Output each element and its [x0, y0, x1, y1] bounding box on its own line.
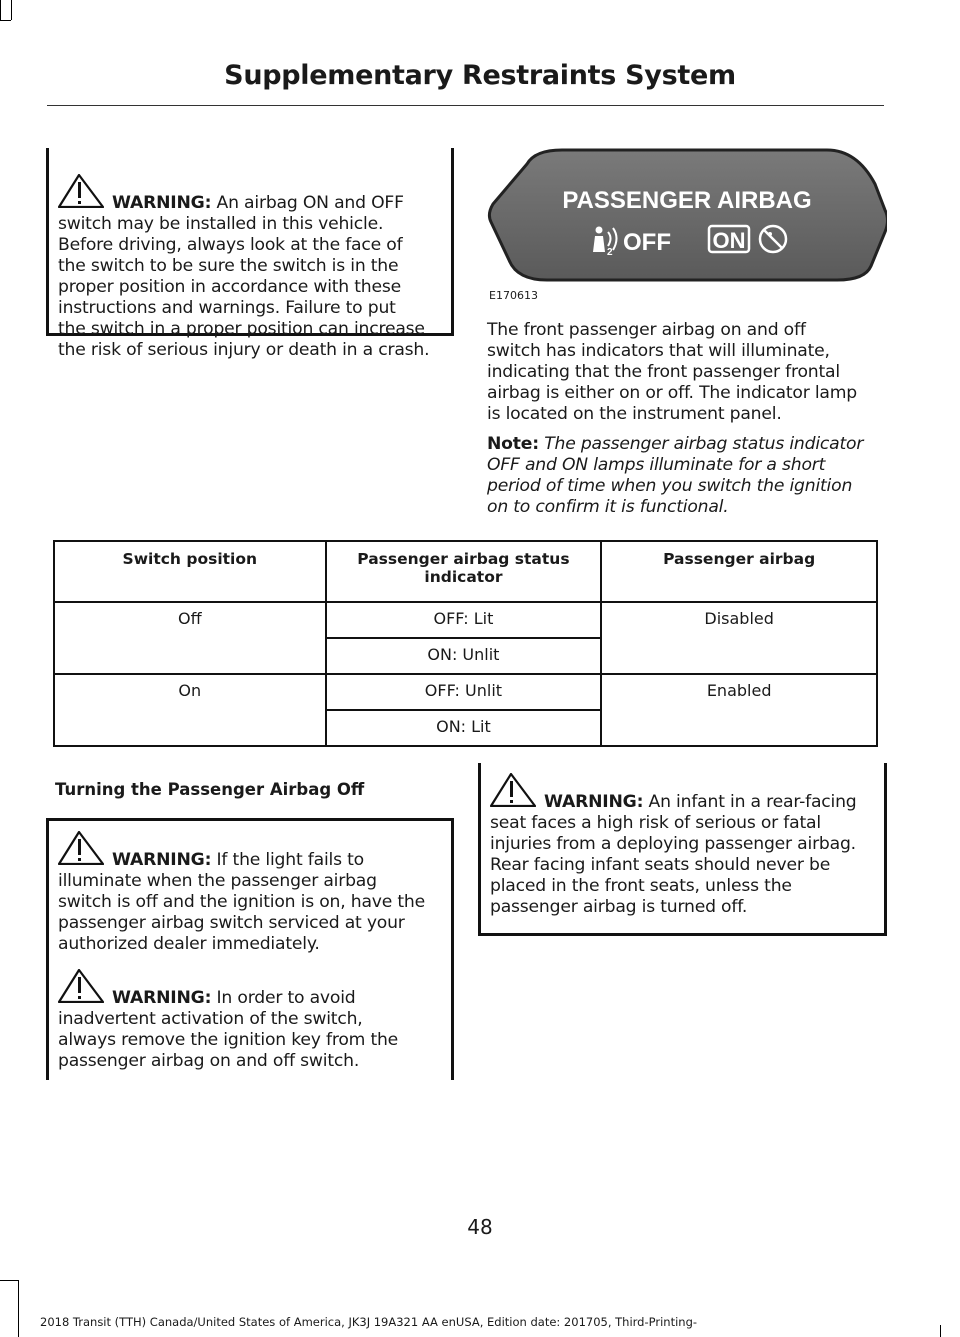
table-header-cell: Switch position: [54, 541, 326, 602]
warning-text: the switch in a proper position can increase: [58, 319, 425, 339]
airbag-status-table: [53, 540, 878, 747]
table-cell: OFF: Unlit: [326, 674, 602, 710]
warning-text: Before driving, always look at the face of: [58, 235, 403, 255]
table-cell: Enabled: [601, 674, 877, 746]
warning-icon: [58, 174, 104, 214]
warning-remove-key: [58, 969, 445, 1072]
warning-text: In order to avoid: [216, 988, 356, 1008]
description-line: airbag is either on or off. The indicator lamp: [487, 383, 857, 403]
crop-mark: [940, 1325, 941, 1337]
table-cell: Disabled: [601, 602, 877, 674]
warning-text: illuminate when the passenger airbag: [58, 871, 377, 891]
warning-text: An infant in a rear-facing: [648, 792, 857, 812]
warning-icon: [58, 831, 104, 871]
crop-mark: [0, 1280, 18, 1281]
warning-box-switch-installed: [46, 148, 454, 360]
note-text: on to confirm it is functional.: [487, 497, 729, 517]
description-line: switch has indicators that will illuminate,: [487, 341, 830, 361]
crop-mark: [0, 0, 1, 20]
warning-text: always remove the ignition key from the: [58, 1030, 399, 1050]
footer-edition-text: 2018 Transit (TTH) Canada/United States of America, JK3J 19A321 AA enUSA, Edition date: 201705, Third-Printing-: [40, 1315, 698, 1329]
table-header-row: [54, 541, 877, 602]
warning-text: injuries from a deploying passenger airbag.: [490, 834, 856, 854]
warning-text: seat faces a high risk of serious or fatal: [490, 813, 821, 833]
crop-mark: [18, 1280, 19, 1337]
table-header-cell: Passenger airbag: [601, 541, 877, 602]
figure-caption: E170613: [489, 289, 538, 302]
description-paragraph: [487, 320, 887, 425]
note-text: period of time when you switch the ignition: [487, 476, 853, 496]
warning-text: An airbag ON and OFF: [216, 193, 404, 213]
table-header-line: Passenger airbag status: [357, 550, 570, 568]
warning-box-left-column: [46, 818, 454, 1080]
warning-text: passenger airbag is turned off.: [490, 897, 748, 917]
warning-label: WARNING:: [112, 850, 212, 870]
warning-text: Rear facing infant seats should never be: [490, 855, 831, 875]
table-cell: OFF: Lit: [326, 602, 602, 638]
warning-text: the risk of serious injury or death in a crash.: [58, 340, 430, 360]
panel-title: PASSENGER AIRBAG: [562, 187, 812, 214]
warning-text: switch is off and the ignition is on, have the: [58, 892, 425, 912]
table-cell: ON: Unlit: [326, 638, 602, 674]
description-line: indicating that the front passenger frontal: [487, 362, 840, 382]
panel-off-label: OFF: [623, 229, 671, 256]
crop-mark: [11, 0, 12, 20]
warning-text: proper position in accordance with these: [58, 277, 402, 297]
warning-text: instructions and warnings. Failure to put: [58, 298, 396, 318]
table-cell: On: [54, 674, 326, 746]
warning-icon: [58, 969, 104, 1009]
page-title: Supplementary Restraints System: [224, 60, 736, 91]
warning-box-rear-facing: [478, 763, 887, 936]
note-label: Note:: [487, 434, 539, 454]
note-paragraph: [487, 434, 887, 518]
page-number: 48: [467, 1215, 493, 1239]
warning-text: inadvertent activation of the switch,: [58, 1009, 363, 1029]
table-header-cell: [326, 541, 602, 602]
warning-text: If the light fails to: [216, 850, 364, 870]
warning-text: placed in the front seats, unless the: [490, 876, 792, 896]
passenger-airbag-panel-figure: [487, 148, 887, 308]
svg-text:2: 2: [607, 247, 613, 258]
table-cell: ON: Lit: [326, 710, 602, 746]
table-cell: Off: [54, 602, 326, 674]
warning-light-fails: [58, 831, 445, 955]
warning-text: the switch to be sure the switch is in the: [58, 256, 399, 276]
description-line: The front passenger airbag on and off: [487, 320, 806, 340]
warning-text: passenger airbag on and off switch.: [58, 1051, 360, 1071]
panel-on-label: ON: [712, 228, 746, 253]
warning-text: switch may be installed in this vehicle.: [58, 214, 384, 234]
table-row: [54, 674, 877, 710]
warning-label: WARNING:: [544, 792, 644, 812]
table-row: [54, 602, 877, 638]
note-text: OFF and ON lamps illuminate for a short: [487, 455, 826, 475]
warning-text: authorized dealer immediately.: [58, 934, 320, 954]
description-line: is located on the instrument panel.: [487, 404, 782, 424]
header-rule: [47, 105, 884, 106]
crop-mark: [0, 20, 11, 21]
warning-icon: [490, 773, 536, 813]
note-text: The passenger airbag status indicator: [544, 434, 864, 454]
table-header-line: indicator: [424, 568, 503, 586]
warning-label: WARNING:: [112, 988, 212, 1008]
warning-label: WARNING:: [112, 193, 212, 213]
section-heading: Turning the Passenger Airbag Off: [55, 780, 365, 799]
warning-text: passenger airbag switch serviced at your: [58, 913, 405, 933]
